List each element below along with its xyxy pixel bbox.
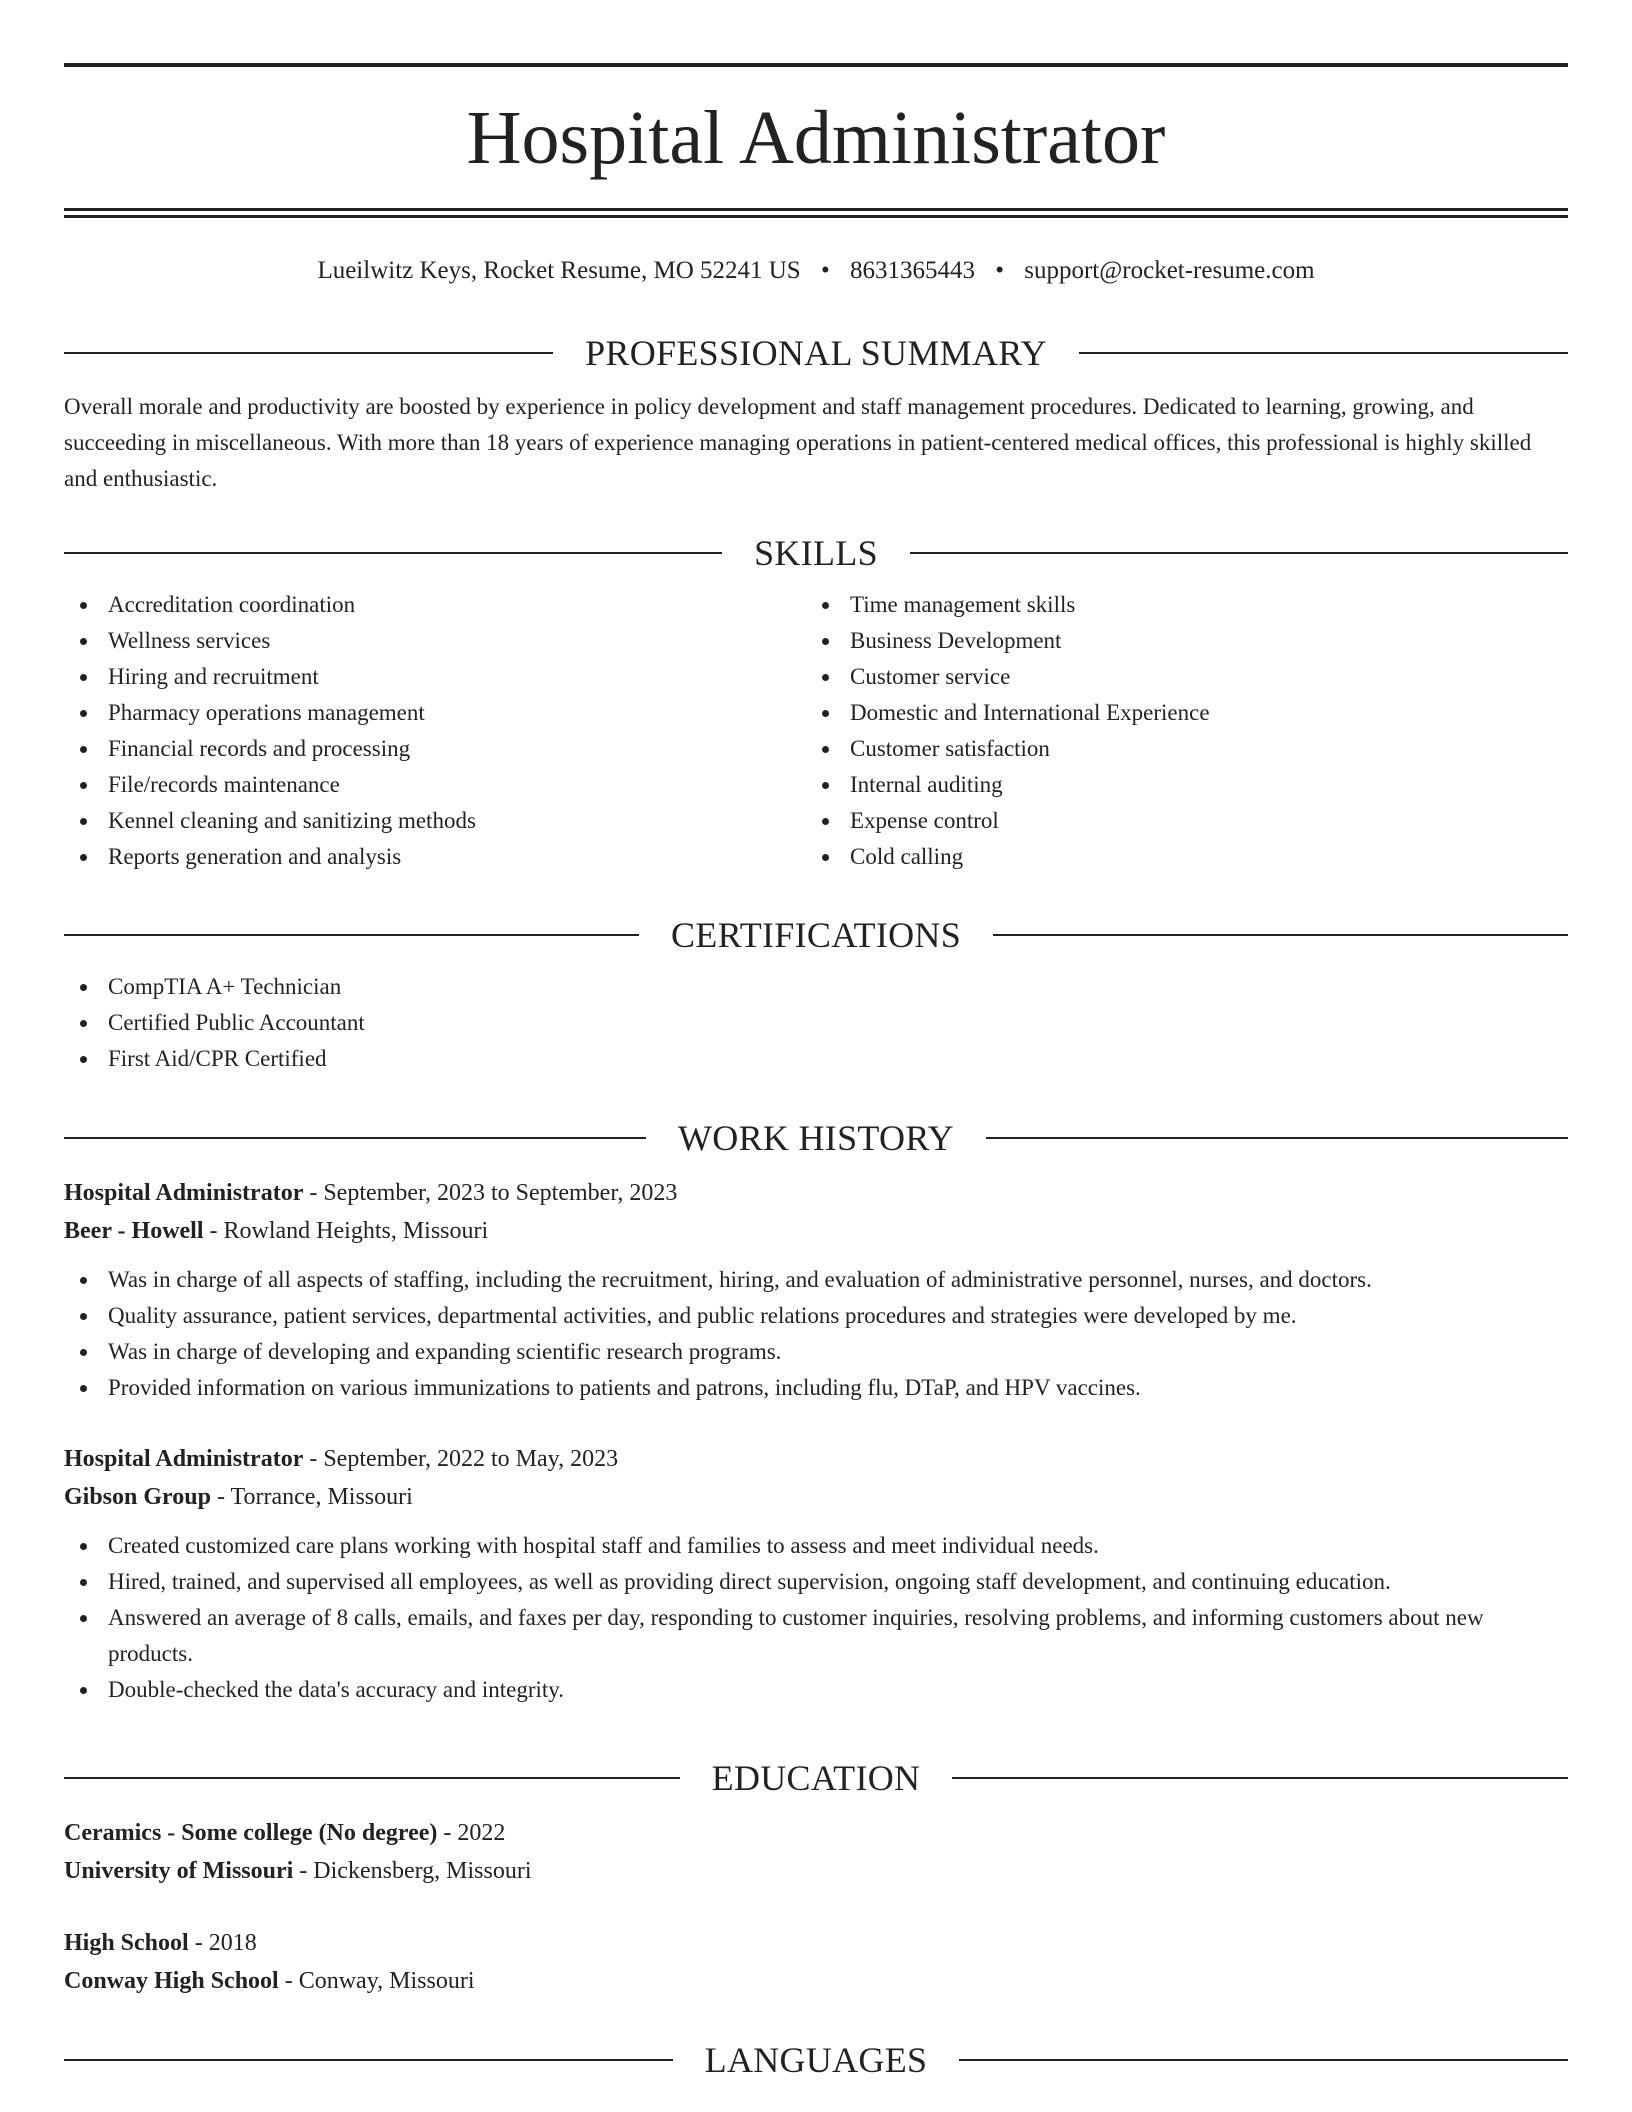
contact-email: support@rocket-resume.com — [1024, 257, 1315, 284]
bullet-dot — [80, 674, 87, 681]
heading-rule-left — [64, 934, 639, 936]
bullet-dot — [80, 1277, 87, 1284]
heading-rule-right — [993, 934, 1568, 936]
skill-item: Pharmacy operations management — [64, 695, 806, 731]
contact-separator: • — [995, 257, 1004, 284]
skill-item: Expense control — [806, 803, 1548, 839]
education-school-line — [64, 1962, 1568, 2000]
bullet-dot — [80, 782, 87, 789]
bullet-dot — [822, 746, 829, 753]
education-year: - 2018 — [188, 1930, 257, 1956]
top-rule — [64, 63, 1568, 67]
bullet-dot — [822, 638, 829, 645]
job-bullet: Was in charge of developing and expanding scientific research programs. — [64, 1334, 1568, 1370]
bullet-dot — [80, 1543, 87, 1550]
job-location: - Rowland Heights, Missouri — [203, 1218, 489, 1244]
heading-rule-left — [64, 1777, 680, 1779]
bullet-dot — [80, 1020, 87, 1027]
skill-item: Hiring and recruitment — [64, 659, 806, 695]
education-school-line — [64, 1852, 1568, 1890]
contact-separator: • — [820, 257, 830, 284]
section-heading — [64, 331, 1568, 375]
education-location: - Conway, Missouri — [278, 1968, 475, 1994]
skills-columns — [64, 587, 1568, 875]
bullet-dot — [80, 1687, 87, 1694]
section-heading — [64, 913, 1568, 957]
job-company-line — [64, 1212, 1568, 1250]
contact-address: Lueilwitz Keys, Rocket Resume, MO 52241 US — [317, 257, 801, 284]
heading-rule-left — [64, 1137, 646, 1139]
section-languages — [64, 2038, 1568, 2082]
section-heading — [64, 531, 1568, 575]
section-heading — [64, 1756, 1568, 1800]
heading-rule-right — [986, 1137, 1568, 1139]
bullet-dot — [80, 602, 87, 609]
bullet-dot — [80, 746, 87, 753]
bullet-dot — [80, 1385, 87, 1392]
section-education — [64, 1756, 1568, 2000]
education-entry — [64, 1814, 1568, 1890]
section-title: WORK HISTORY — [678, 1118, 954, 1158]
job-dates: - September, 2022 to May, 2023 — [303, 1446, 619, 1472]
job-title-line — [64, 1440, 1568, 1478]
bullet-dot — [80, 1349, 87, 1356]
bullet-dot — [80, 818, 87, 825]
bullet-dot — [80, 854, 87, 861]
skill-item: Time management skills — [806, 587, 1548, 623]
job-bullet: Created customized care plans working with hospital staff and families to assess and meet individual needs. — [64, 1528, 1568, 1564]
bullet-dot — [822, 782, 829, 789]
job-entry — [64, 1440, 1568, 1708]
bullet-dot — [80, 1579, 87, 1586]
job-company: Gibson Group — [64, 1484, 211, 1510]
bullet-dot — [822, 854, 829, 861]
heading-rule-right — [1079, 352, 1568, 354]
section-skills — [64, 531, 1568, 875]
skill-item: Reports generation and analysis — [64, 839, 806, 875]
bullet-dot — [822, 674, 829, 681]
job-bullets — [64, 1262, 1568, 1406]
education-school: Conway High School — [64, 1968, 279, 1994]
skills-list-right — [806, 587, 1548, 875]
bullet-dot — [80, 1615, 87, 1622]
section-title: PROFESSIONAL SUMMARY — [585, 333, 1047, 373]
job-bullet: Provided information on various immunizations to patients and patrons, including flu, DTaP, and HPV vaccines. — [64, 1370, 1568, 1406]
summary-text: Overall morale and productivity are boosted by experience in policy development and staff management procedures. Dedicated to learning, growing, and succeeding in miscellaneous. With more than 18 years of experience managing operations in patient-centered medical offices, this professional is highly skilled and enthusiastic. — [64, 394, 1532, 491]
skill-item: Customer service — [806, 659, 1548, 695]
education-entry — [64, 1924, 1568, 2000]
heading-rule-right — [959, 2059, 1568, 2061]
job-title-line — [64, 1174, 1568, 1212]
skill-item: File/records maintenance — [64, 767, 806, 803]
bullet-dot — [80, 638, 87, 645]
education-year: - 2022 — [437, 1820, 506, 1846]
job-title: Hospital Administrator — [64, 1180, 304, 1206]
skill-item: Business Development — [806, 623, 1548, 659]
job-location: - Torrance, Missouri — [210, 1484, 413, 1510]
section-certifications — [64, 913, 1568, 1077]
skill-item: Accreditation coordination — [64, 587, 806, 623]
section-title: SKILLS — [754, 533, 878, 573]
bullet-dot — [80, 710, 87, 717]
heading-rule-right — [952, 1777, 1568, 1779]
job-bullets — [64, 1528, 1568, 1708]
heading-rule-right — [910, 552, 1568, 554]
section-work-history — [64, 1116, 1568, 1708]
education-degree: Ceramics - Some college (No degree) — [64, 1820, 438, 1846]
skill-item: Kennel cleaning and sanitizing methods — [64, 803, 806, 839]
job-title: Hospital Administrator — [64, 1446, 304, 1472]
section-title: LANGUAGES — [704, 2040, 928, 2080]
bullet-dot — [822, 602, 829, 609]
job-entry — [64, 1174, 1568, 1406]
education-degree-line — [64, 1814, 1568, 1852]
contact-phone: 8631365443 — [849, 257, 975, 284]
job-bullet: Answered an average of 8 calls, emails, and faxes per day, responding to customer inquiries, resolving problems, and informing customers about new products. — [64, 1600, 1568, 1672]
section-heading — [64, 2038, 1568, 2082]
job-dates: - September, 2023 to September, 2023 — [303, 1180, 678, 1206]
certification-item: First Aid/CPR Certified — [64, 1041, 1568, 1077]
job-company-line — [64, 1478, 1568, 1516]
education-degree: High School — [64, 1930, 189, 1956]
skill-item: Cold calling — [806, 839, 1548, 875]
skill-item: Internal auditing — [806, 767, 1548, 803]
bullet-dot — [80, 1313, 87, 1320]
title-double-rule — [64, 208, 1568, 218]
job-bullet: Was in charge of all aspects of staffing, including the recruitment, hiring, and evaluation of administrative personnel, nurses, and doctors. — [64, 1262, 1568, 1298]
job-bullet: Quality assurance, patient services, departmental activities, and public relations procedures and strategies were developed by me. — [64, 1298, 1568, 1334]
job-bullet: Double-checked the data's accuracy and integrity. — [64, 1672, 1568, 1708]
section-heading — [64, 1116, 1568, 1160]
skill-item: Wellness services — [64, 623, 806, 659]
job-company: Beer - Howell — [64, 1218, 204, 1244]
resume-title: Hospital Administrator — [466, 96, 1166, 180]
bullet-dot — [80, 1056, 87, 1063]
skill-item: Financial records and processing — [64, 731, 806, 767]
section-summary — [64, 331, 1568, 497]
bullet-dot — [822, 710, 829, 717]
education-location: - Dickensberg, Missouri — [293, 1858, 532, 1884]
section-title: CERTIFICATIONS — [670, 915, 962, 955]
certification-item: CompTIA A+ Technician — [64, 969, 1568, 1005]
skill-item: Customer satisfaction — [806, 731, 1548, 767]
education-degree-line — [64, 1924, 1568, 1962]
certifications-list — [64, 969, 1568, 1077]
skills-list-left — [64, 587, 806, 875]
bullet-dot — [80, 984, 87, 991]
skill-item: Domestic and International Experience — [806, 695, 1548, 731]
education-school: University of Missouri — [64, 1858, 294, 1884]
contact-line — [64, 254, 1568, 288]
section-title: EDUCATION — [711, 1758, 921, 1798]
certification-item: Certified Public Accountant — [64, 1005, 1568, 1041]
heading-rule-left — [64, 352, 553, 354]
heading-rule-left — [64, 2059, 673, 2061]
bullet-dot — [822, 818, 829, 825]
heading-rule-left — [64, 552, 722, 554]
job-bullet: Hired, trained, and supervised all employees, as well as providing direct supervision, ongoing staff development, and continuing education. — [64, 1564, 1568, 1600]
